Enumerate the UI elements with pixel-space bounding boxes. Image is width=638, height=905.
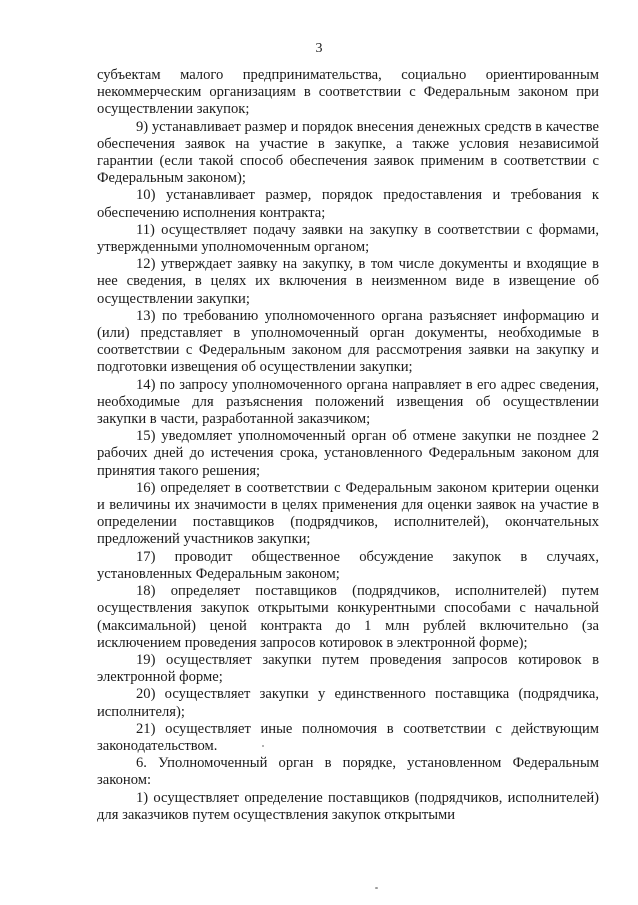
page-number: 3 [315,41,323,56]
paragraph-item-9: 9) устанавливает размер и порядок внесения денежных средств в качестве обеспечения заявок на участие в закупке, а также условия независимой гарантии (если такой способ обеспечения заявок применим в соответствии с Федеральным законом); [97,118,599,187]
paragraph-section-6-item-1: 1) осуществляет определение поставщиков (подрядчиков, исполнителей) для заказчиков путем осуществления закупок открытыми [97,789,599,823]
paragraph-item-15: 15) уведомляет уполномоченный орган об отмене закупки не позднее 2 рабочих дней до истечения срока, установленного Федеральным законом для принятия такого решения; [97,428,599,479]
scan-speck [262,745,264,747]
paragraph-item-12: 12) утверждает заявку на закупку, в том числе документы и входящие в нее сведения, в целях их включения в неизменном виде в извещение об осуществлении закупки; [97,256,599,307]
paragraph-item-20: 20) осуществляет закупки у единственного поставщика (подрядчика, исполнителя); [97,686,599,720]
paragraph-item-13: 13) по требованию уполномоченного органа разъясняет информацию и (или) представляет в уполномоченный орган документы, необходимые в соответствии с Федеральным законом для рассмотрения заявки на закупку и подготовки извещения об осуществлении закупки; [97,307,599,376]
paragraph-continuation: субъектам малого предпринимательства, социально ориентированным некоммерческим организациям в соответствии с Федеральным законом при осуществлении закупок; [97,67,599,118]
paragraph-item-14: 14) по запросу уполномоченного органа направляет в его адрес сведения, необходимые для разъяснения положений извещения об осуществлении закупки в части, разработанной заказчиком; [97,376,599,428]
paragraph-item-16: 16) определяет в соответствии с Федеральным законом критерии оценки и величины их значимости в целях применения для оценки заявок на участие в определении поставщиков (подрядчиков, исполнителей), окончательных предложений участников закупки; [97,479,599,548]
paragraph-item-17: 17) проводит общественное обсуждение закупок в случаях, установленных Федеральным законом; [97,548,599,582]
scan-speck [375,887,378,889]
paragraph-item-11: 11) осуществляет подачу заявки на закупку в соответствии с формами, утвержденными уполномоченным органом; [97,221,599,256]
paragraph-section-6: 6. Уполномоченный орган в порядке, установленном Федеральным законом: [97,755,599,789]
paragraph-item-10: 10) устанавливает размер, порядок предоставления и требования к обеспечению исполнения контракта; [97,187,599,221]
document-body [97,67,599,824]
paragraph-item-21: 21) осуществляет иные полномочия в соответствии с действующим законодательством. [97,720,599,754]
paragraph-item-19: 19) осуществляет закупки путем проведения запросов котировок в электронной форме; [97,651,599,686]
paragraph-item-18: 18) определяет поставщиков (подрядчиков, исполнителей) путем осуществления закупок открытыми конкурентными способами с начальной (максимальной) ценой контракта до 1 млн рублей включительно (за исключением проведения запросов котировок в электронной форме); [97,583,599,651]
